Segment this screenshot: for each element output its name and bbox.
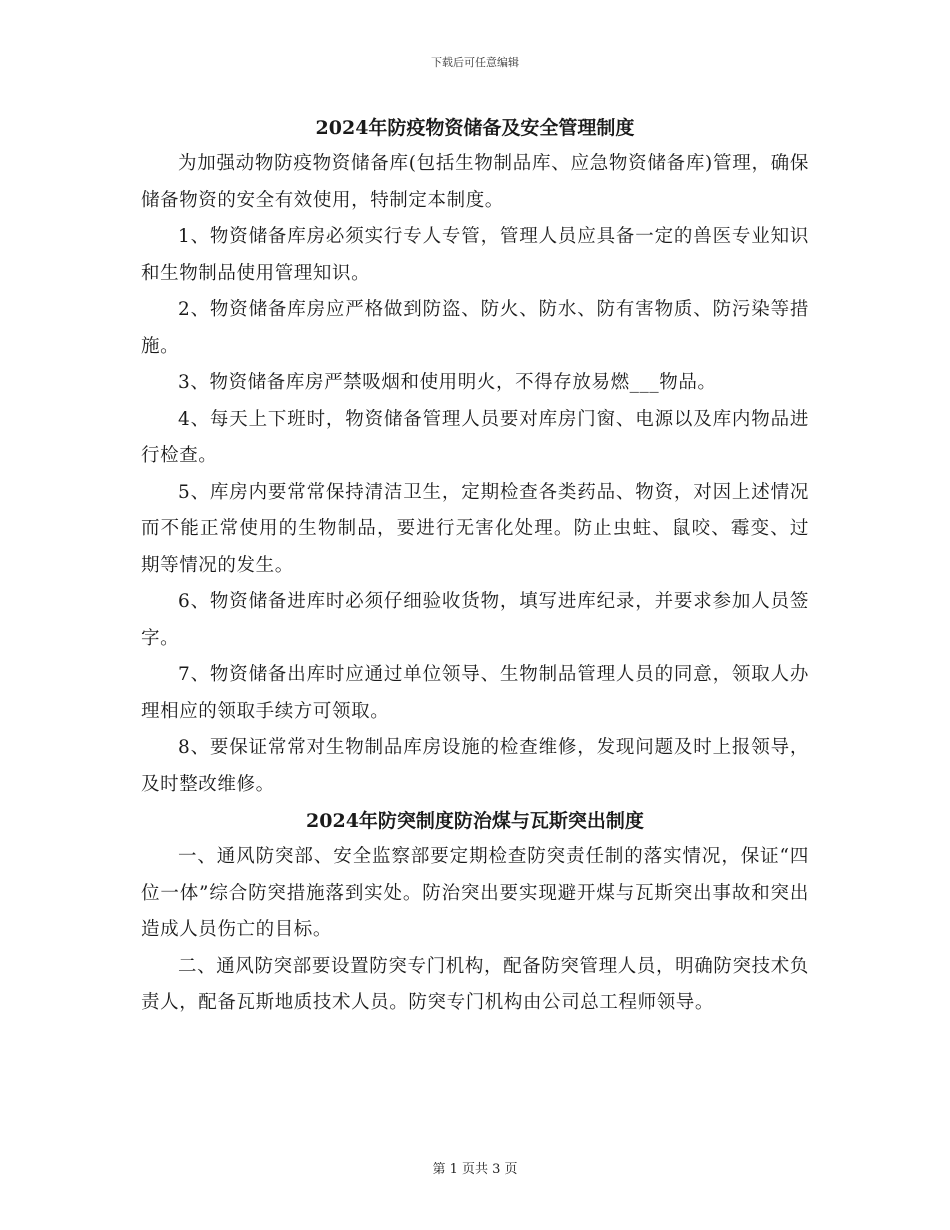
section1-paragraph: 7、物资储备出库时应通过单位领导、生物制品管理人员的同意，领取人办理相应的领取手续方可领取。 [141, 664, 809, 722]
section2-paragraph: 一、通风防突部、安全监察部要定期检查防突责任制的落实情况，保证“四位一体”综合防突措施落到实处。防治突出要实现避开煤与瓦斯突出事故和突出造成人员伤亡的目标。 [141, 846, 809, 940]
page-number: 第 1 页共 3 页 [432, 1162, 518, 1177]
section1-paragraph: 8、要保证常常对生物制品库房设施的检查维修，发现问题及时上报领导，及时整改维修。 [141, 737, 809, 795]
section1-paragraph: 为加强动物防疫物资储备库(包括生物制品库、应急物资储备库)管理，确保储备物资的安全有效使用，特制定本制度。 [141, 153, 809, 211]
section1-paragraph: 5、库房内要常常保持清洁卫生，定期检查各类药品、物资，对因上述情况而不能正常使用的生物制品，要进行无害化处理。防止虫蛀、鼠咬、霉变、过期等情况的发生。 [141, 481, 809, 576]
section1-paragraph: 6、物资储备进库时必须仔细验收货物，填写进库纪录，并要求参加人员签字。 [141, 591, 809, 649]
section1-title: 2024年防疫物资储备及安全管理制度 [315, 117, 635, 139]
section2-title: 2024年防突制度防治煤与瓦斯突出制度 [306, 810, 644, 832]
section1-paragraph: 2、物资储备库房应严格做到防盗、防火、防水、防有害物质、防污染等措施。 [141, 299, 809, 357]
document-body [141, 110, 809, 1022]
section1-paragraph: 3、物资储备库房严禁吸烟和使用明火，不得存放易燃___物品。 [178, 372, 717, 393]
section2-paragraph: 二、通风防突部要设置防突专门机构，配备防突管理人员，明确防突技术负责人，配备瓦斯地质技术人员。防突专门机构由公司总工程师领导。 [141, 955, 809, 1013]
section1-paragraph: 4、每天上下班时，物资储备管理人员要对库房门窗、电源以及库内物品进行检查。 [141, 408, 809, 466]
header-note: 下载后可任意编辑 [431, 56, 519, 69]
section1-paragraph: 1、物资储备库房必须实行专人专管，管理人员应具备一定的兽医专业知识和生物制品使用管理知识。 [141, 226, 809, 284]
